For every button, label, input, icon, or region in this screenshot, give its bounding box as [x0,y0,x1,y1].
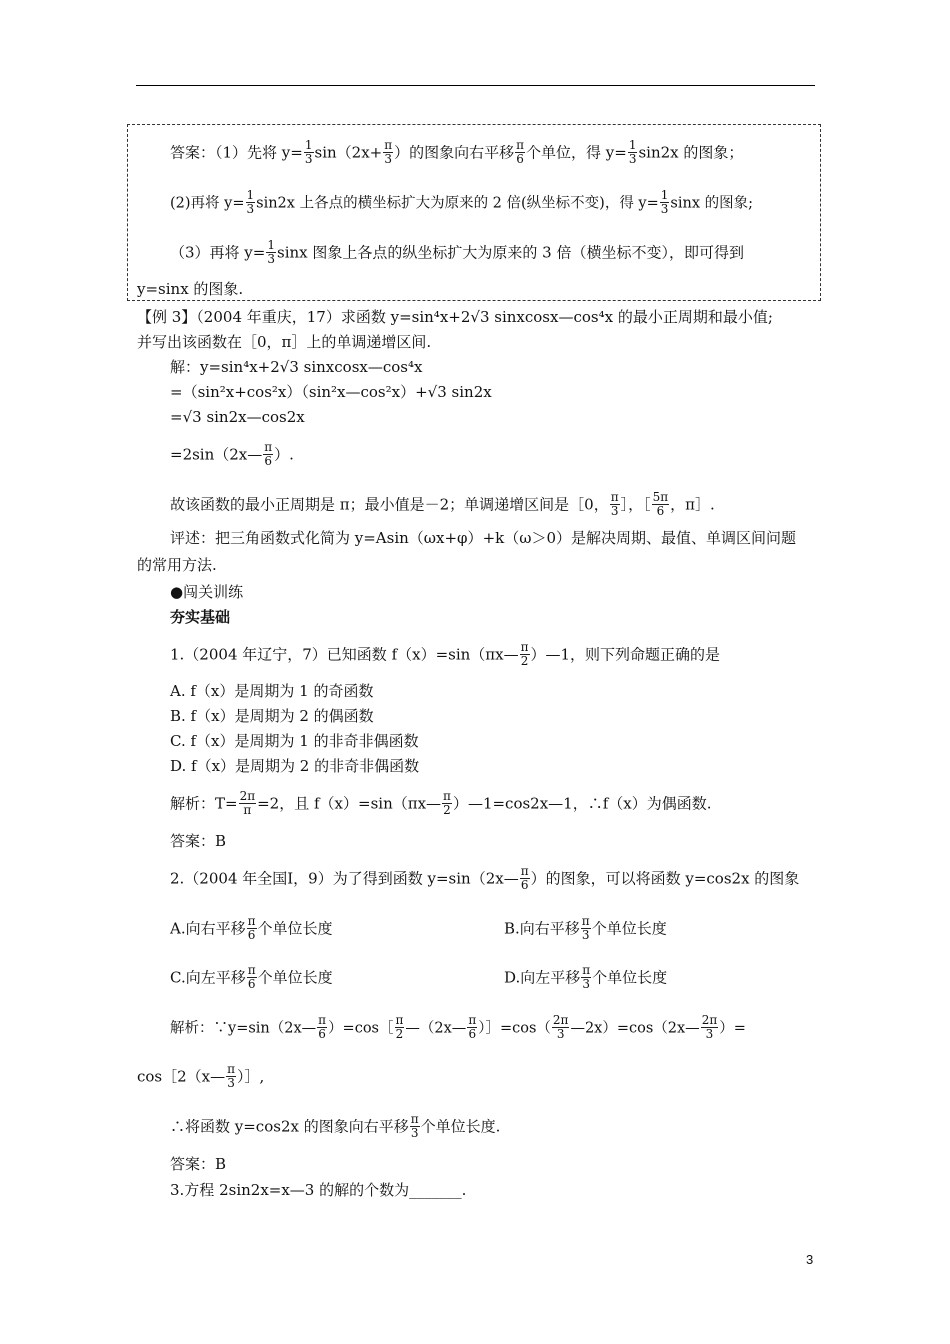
fraction: $\frac{\pi}{3}$ [410,1112,419,1140]
q2-analysis-1: 解析：∵y=sin（2x— $\frac{\pi}{6}$ ）=cos［ $\frac{\pi}{2}$ —（2x— $\frac{\pi}{6}$ ）］=cos（ $\frac{2\pi}{3}$ —2x）=cos（2x— $\frac{2\pi}{3}$ ）= [170,1013,746,1041]
fraction: $\frac{\pi}{2}$ [443,789,451,817]
fraction: $\frac{1}{3}$ [628,138,637,166]
q1-answer: 答案：B [170,832,227,850]
fraction: $\frac{\pi}{3}$ [582,963,591,991]
q2-answer: 答案：B [170,1155,227,1173]
fraction: $\frac{\pi}{3}$ [610,490,619,518]
q2-option-b: B.向右平移 $\frac{\pi}{3}$ 个单位长度 [504,914,667,942]
fraction: $\frac{1}{3}$ [304,138,313,166]
q1-option-b: B. f（x）是周期为 2 的偶函数 [170,707,374,725]
fraction: $\frac{\pi}{6}$ [247,963,256,991]
header-rule [136,85,815,86]
q3-stem: 3.方程 2sin2x=x—3 的解的个数为_______. [170,1181,467,1199]
q1-option-a: A. f（x）是周期为 1 的奇函数 [170,682,374,700]
answer-line-1: 答案：（1）先将 y= $\frac{1}{3}$ sin（2x+ $\frac{\pi}{3}$ ）的图象向右平移 $\frac{\pi}{6}$ 个单位，得 y= $\frac{1}{3}$ sin2x 的图象； [170,138,744,166]
fraction: $\frac{1}{3}$ [660,188,669,216]
fraction: $\frac{2\pi}{3}$ [552,1013,569,1041]
fraction: $\frac{2\pi}{3}$ [701,1013,718,1041]
q1-option-c: C. f（x）是周期为 1 的非奇非偶函数 [170,732,419,750]
fraction: $\frac{\pi}{3}$ [581,914,590,942]
answer-line-2: (2)再将 y= $\frac{1}{3}$ sin2x 上各点的横坐标扩大为原来的 2 倍(纵坐标不变)，得 y= $\frac{1}{3}$ sinx 的图象; [170,188,754,216]
q2-option-c: C.向左平移 $\frac{\pi}{6}$ 个单位长度 [170,963,333,991]
answer-line-4: y=sinx 的图象. [137,280,244,298]
q2-option-d: D.向左平移 $\frac{\pi}{3}$ 个单位长度 [504,963,668,991]
q2-option-a: A.向右平移 $\frac{\pi}{6}$ 个单位长度 [170,914,333,942]
q2-stem: 2.（2004 年全国Ⅰ，9）为了得到函数 y=sin（2x— $\frac{\pi}{6}$ ）的图象，可以将函数 y=cos2x 的图象 [170,864,800,892]
fraction: $\frac{\pi}{6}$ [247,914,256,942]
q1-stem: 1.（2004 年辽宁，7）已知函数 f（x）=sin（πx— $\frac{\pi}{2}$ ）—1，则下列命题正确的是 [170,640,721,668]
fraction: $\frac{\pi}{6}$ [516,138,525,166]
example3-conclusion: 故该函数的最小正周期是 π；最小值是－2；单调递增区间是［0， $\frac{\pi}{3}$ ］，［ $\frac{5\pi}{6}$ ，π］. [170,490,715,518]
answer-line-3: （3）再将 y= $\frac{1}{3}$ sinx 图象上各点的纵坐标扩大为原来的 3 倍（横坐标不变），即可得到 [170,238,744,266]
fraction: $\frac{\pi}{6}$ [520,864,529,892]
q1-option-d: D. f（x）是周期为 2 的非奇非偶函数 [170,757,420,775]
fraction: $\frac{\pi}{2}$ [520,640,529,668]
fraction: $\frac{\pi}{6}$ [468,1013,477,1041]
fraction: $\frac{1}{3}$ [267,238,275,266]
fraction: $\frac{\pi}{3}$ [384,138,393,166]
page-number: 3 [806,1252,814,1267]
q2-analysis-2: cos［2（x— $\frac{\pi}{3}$ ）］, [137,1062,265,1090]
section-header: ●闯关训练 [170,583,244,601]
fraction: $\frac{\pi}{3}$ [227,1062,236,1090]
example3-solution-2: =（sin²x+cos²x）（sin²x—cos²x）+√3 sin2x [170,383,492,401]
example3-solution-4: =2sin（2x— $\frac{\pi}{6}$ ）. [170,440,294,468]
example3-question-2: 并写出该函数在［0，π］上的单调递增区间. [137,333,432,351]
fraction: $\frac{2\pi}{\pi}$ [239,789,256,817]
fraction: $\frac{\pi}{6}$ [264,440,273,468]
example3-solution-3: =√3 sin2x—cos2x [170,408,305,426]
fraction: $\frac{\pi}{2}$ [395,1013,404,1041]
fraction: $\frac{\pi}{6}$ [318,1013,327,1041]
example3-solution-1: 解：y=sin⁴x+2√3 sinxcosx—cos⁴x [170,358,423,376]
example3-comment-2: 的常用方法. [137,556,217,574]
fraction: $\frac{1}{3}$ [246,188,255,216]
q2-analysis-3: ∴将函数 y=cos2x 的图象向右平移 $\frac{\pi}{3}$ 个单位长度. [170,1112,501,1140]
q1-analysis: 解析：T= $\frac{2\pi}{\pi}$ =2，且 f（x）=sin（πx— $\frac{\pi}{2}$ ）—1=cos2x—1，∴f（x）为偶函数. [170,789,712,817]
fraction: $\frac{5\pi}{6}$ [652,490,669,518]
section-subheader: 夯实基础 [170,608,231,626]
example3-comment-1: 评述：把三角函数式化简为 y=Asin（ωx+φ）+k（ω＞0）是解决周期、最值、单调区间问题 [170,529,796,547]
example3-question-1: 【例 3】（2004 年重庆，17）求函数 y=sin⁴x+2√3 sinxcosx—cos⁴x 的最小正周期和最小值; [137,308,773,326]
